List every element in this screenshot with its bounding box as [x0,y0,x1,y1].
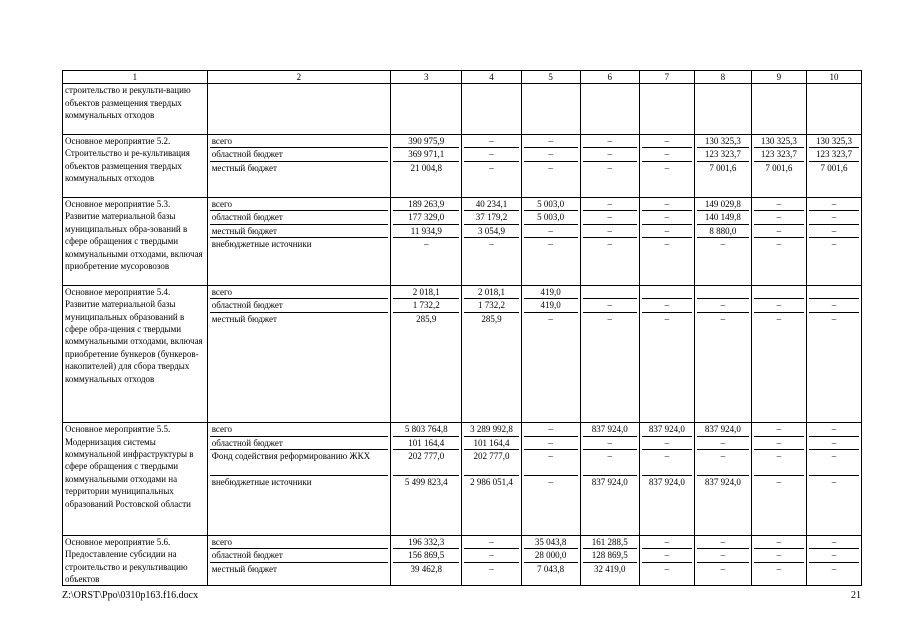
amount-value [809,286,859,298]
amount-value: 130 325,3 [704,136,741,146]
amount-value: – [831,536,837,547]
amount-cell-col-10 [806,198,861,286]
amount-value: 128 869,5 [583,548,637,561]
amount-cell-col-3 [391,535,462,586]
amount-value: 837 924,0 [642,475,692,488]
funding-source-label: внебюджетные источники [210,475,388,488]
amount-value: – [642,147,692,160]
amount-value: 5 003,0 [524,210,578,223]
amount-cell-col-9 [751,423,806,536]
amount-value: – [642,562,692,575]
amount-value: 40 234,1 [475,199,508,209]
amount-value: 39 462,8 [393,562,459,575]
amount-value: – [697,449,749,475]
amount-cell-col-3 [391,135,462,198]
amount-value: 837 924,0 [648,424,685,435]
amount-value: – [548,136,553,146]
amount-value: – [583,298,637,311]
footer-file-path: Z:\ORST\Ppo\0310p163.f16.docx [62,590,199,601]
amount-value: – [524,449,578,475]
funding-source-label: местный бюджет [210,312,388,325]
amount-value: – [809,312,859,325]
amount-value: 130 325,3 [815,136,852,146]
amount-value: – [524,147,578,160]
amount-value: 5 803 764,8 [404,424,448,435]
amount-cell-col-6 [580,423,639,536]
amount-value: 2 018,1 [478,286,506,297]
amount-value: – [642,298,692,311]
amount-value: 1 732,2 [464,298,518,311]
amount-value: 140 149,8 [697,210,749,223]
amount-cell-col-7 [639,423,694,536]
funding-source-cell [207,198,390,286]
amount-value: – [464,161,518,174]
amount-value: 28 000,0 [524,548,578,561]
amount-value: – [664,136,670,146]
amount-value: – [697,562,749,575]
activity-name: Основное мероприятие 5.5. Модернизация системы коммунальной инфраструктуры в сфере обращения с твердыми коммунальными отходами на территории муниципальных образований Ростовской области [63,423,208,536]
activity-name: строительство и рекульти-вацию объектов размещения твердых коммунальных отходов [63,84,208,135]
amount-value: – [697,312,749,325]
amount-value: 123 323,7 [809,147,859,160]
amount-value: – [524,312,578,325]
funding-source-label: всего [211,424,232,435]
amount-value: – [642,312,692,325]
amount-value: – [464,562,518,575]
amount-value: – [583,436,637,449]
amount-value: – [754,436,804,449]
amount-cell-col-5 [521,535,580,586]
amount-cell-col-5 [521,198,580,286]
amount-value: 32 419,0 [583,562,637,575]
table-row [63,285,862,422]
funding-source-cell [207,423,390,536]
amount-value: 130 325,3 [760,136,797,146]
table-row [63,135,862,198]
amount-value: – [642,436,692,449]
amount-cell-col-3 [391,84,462,135]
amount-cell-col-6 [580,198,639,286]
amount-value: 837 924,0 [704,424,741,435]
amount-cell-col-10 [806,423,861,536]
amount-value: – [809,548,859,561]
amount-value [583,286,637,298]
amount-value: – [720,536,726,547]
amount-cell-col-5 [521,84,580,135]
funding-source-label: областной бюджет [210,147,388,160]
amount-value: – [697,548,749,561]
amount-cell-col-10 [806,535,861,586]
amount-value: 11 934,9 [393,224,459,237]
column-header-1: 1 [63,71,208,84]
amount-cell-col-6 [580,84,639,135]
column-header-10: 10 [806,71,861,84]
amount-value: 156 869,5 [393,548,459,561]
amount-cell-col-5 [521,285,580,422]
amount-value: 202 777,0 [393,449,459,475]
column-header-6: 6 [580,71,639,84]
amount-value: – [393,237,459,250]
amount-value: – [642,224,692,237]
funding-source-label: местный бюджет [210,161,388,174]
amount-value: 8 880,0 [697,224,749,237]
amount-value: 285,9 [464,312,518,325]
table-row [63,198,862,286]
amount-value: 35 043,8 [534,536,567,547]
amount-value: – [524,475,578,488]
amount-value [754,286,804,298]
amount-value: 123 323,7 [697,147,749,160]
amount-value: – [642,548,692,561]
amount-value: – [809,562,859,575]
amount-cell-col-4 [462,285,521,422]
amount-value: – [809,210,859,223]
amount-value: 202 777,0 [464,449,518,475]
amount-value: 161 288,5 [591,536,628,547]
amount-value: – [583,210,637,223]
amount-value: – [607,199,612,209]
amount-cell-col-10 [806,285,861,422]
funding-source-label: всего [211,536,232,547]
amount-value: – [664,536,670,547]
funding-source-label: областной бюджет [210,298,388,311]
amount-value: 7 043,8 [524,562,578,575]
amount-value: 2 018,1 [412,286,440,297]
amount-value: – [642,210,692,223]
amount-value: – [583,147,637,160]
amount-value: – [754,449,804,475]
amount-value: – [831,424,837,435]
table-row [63,423,862,536]
amount-value: – [809,237,859,250]
funding-source-label: местный бюджет [210,224,388,237]
activity-name: Основное мероприятие 5.3. Развитие материальной базы муниципальных обра-зований в сфере обращения с твердыми коммунальными отходами, включая приобретение мусоровозов [63,198,208,286]
amount-value: 1 732,2 [393,298,459,311]
funding-source-label: местный бюджет [210,562,388,575]
amount-value: – [583,161,637,174]
column-header-2: 2 [207,71,390,84]
funding-source-cell [207,535,390,586]
amount-value: – [489,136,494,146]
table-row [63,84,862,135]
amount-value: – [642,449,692,475]
amount-value: – [754,562,804,575]
amount-value: – [776,199,782,209]
amount-value: – [697,436,749,449]
activity-name: Основное мероприятие 5.6. Предоставление субсидии на строительство и рекультивацию объектов [63,535,208,586]
amount-value: 21 004,8 [393,161,459,174]
amount-cell-col-4 [462,535,521,586]
amount-value: 196 332,3 [408,536,445,547]
funding-source-label: областной бюджет [210,210,388,223]
amount-cell-col-10 [806,84,861,135]
amount-value: – [754,548,804,561]
amount-value: – [697,237,749,250]
amount-value: – [642,237,692,250]
amount-value: 37 179,2 [464,210,518,223]
amount-value: 189 263,9 [408,199,445,209]
amount-cell-col-6 [580,135,639,198]
amount-value: – [583,224,637,237]
amount-value: 5 499 823,4 [393,475,459,488]
amount-value: 837 924,0 [697,475,749,488]
amount-value: 123 323,7 [754,147,804,160]
amount-value: 149 029,8 [704,199,741,209]
funding-source-label: всего [211,199,232,209]
amount-cell-col-7 [639,535,694,586]
amount-cell-col-5 [521,135,580,198]
amount-value: 285,9 [393,312,459,325]
amount-value: – [776,424,782,435]
activity-name: Основное мероприятие 5.2. Строительство и ре-культивация объектов размещения твердых коммунальных отходов [63,135,208,198]
amount-value: 7 001,6 [754,161,804,174]
table-body [63,84,862,586]
amount-cell-col-4 [462,135,521,198]
amount-value: – [809,449,859,475]
amount-value: – [754,475,804,488]
amount-value: 101 164,4 [464,436,518,449]
amount-cell-col-4 [462,423,521,536]
amount-cell-col-8 [694,423,751,536]
column-header-5: 5 [521,71,580,84]
amount-value: – [489,536,494,547]
activity-name: Основное мероприятие 5.4. Развитие материальной базы муниципальных образований в сфере обра-щения с твердыми коммунальными отходами, включая приобретение бункеров (бункеров-накопителей) для сбора твердых коммунальных отходов [63,285,208,422]
amount-value: 177 329,0 [393,210,459,223]
amount-value [642,286,692,298]
amount-value: – [548,424,553,435]
budget-table [62,70,862,586]
amount-cell-col-9 [751,535,806,586]
amount-value: – [697,298,749,311]
amount-value: – [524,161,578,174]
amount-value: 419,0 [524,298,578,311]
amount-value: – [664,199,670,209]
amount-cell-col-9 [751,198,806,286]
amount-cell-col-4 [462,198,521,286]
amount-cell-col-8 [694,535,751,586]
amount-cell-col-7 [639,198,694,286]
amount-value: – [583,449,637,475]
amount-value: 369 971,1 [393,147,459,160]
funding-source-label: Фонд содействия реформированию ЖКХ [210,449,388,475]
amount-cell-col-3 [391,285,462,422]
amount-value: – [754,237,804,250]
amount-value: 837 924,0 [591,424,628,435]
amount-value: – [809,475,859,488]
amount-cell-col-7 [639,84,694,135]
amount-value [697,286,749,298]
amount-value: – [809,436,859,449]
amount-value: – [464,548,518,561]
funding-source-cell [207,135,390,198]
amount-cell-col-10 [806,135,861,198]
amount-value: 3 289 992,8 [470,424,513,435]
column-header-9: 9 [751,71,806,84]
amount-value: – [583,237,637,250]
amount-cell-col-8 [694,84,751,135]
amount-value: – [607,136,612,146]
amount-cell-col-9 [751,135,806,198]
amount-value: – [809,224,859,237]
amount-value: 7 001,6 [697,161,749,174]
column-header-8: 8 [694,71,751,84]
amount-value: – [809,298,859,311]
funding-source-cell [207,285,390,422]
amount-value: – [524,224,578,237]
amount-cell-col-9 [751,84,806,135]
amount-value: – [464,237,518,250]
amount-value: – [754,312,804,325]
amount-cell-col-8 [694,198,751,286]
amount-cell-col-3 [391,423,462,536]
amount-value: 2 986 051,4 [464,475,518,488]
amount-cell-col-3 [391,198,462,286]
amount-cell-col-8 [694,285,751,422]
amount-cell-col-9 [751,285,806,422]
amount-value: – [464,147,518,160]
amount-cell-col-6 [580,535,639,586]
amount-cell-col-4 [462,84,521,135]
funding-source-label: областной бюджет [210,436,388,449]
column-header-4: 4 [462,71,521,84]
amount-value: 101 164,4 [393,436,459,449]
amount-value: 419,0 [540,286,561,297]
amount-value: – [831,199,837,209]
amount-value: – [776,536,782,547]
amount-cell-col-5 [521,423,580,536]
funding-source-label: областной бюджет [210,548,388,561]
funding-source-label: всего [211,286,232,297]
table-header-row [63,71,862,84]
amount-value: – [524,237,578,250]
amount-value: – [583,312,637,325]
amount-value: 5 003,0 [537,199,565,209]
amount-value: 3 054,9 [464,224,518,237]
column-header-7: 7 [639,71,694,84]
amount-value: – [754,298,804,311]
amount-value: 7 001,6 [809,161,859,174]
footer-page-number: 21 [851,590,861,601]
amount-value: 390 975,9 [408,136,445,146]
amount-cell-col-6 [580,285,639,422]
amount-value: 837 924,0 [583,475,637,488]
funding-source-cell [207,84,390,135]
amount-value: – [642,161,692,174]
table-row [63,535,862,586]
amount-value: – [754,224,804,237]
funding-source-label: всего [211,136,232,146]
amount-cell-col-7 [639,285,694,422]
column-header-3: 3 [391,71,462,84]
amount-cell-col-8 [694,135,751,198]
amount-value: – [754,210,804,223]
amount-value: – [524,436,578,449]
amount-cell-col-7 [639,135,694,198]
funding-source-label: внебюджетные источники [210,237,388,250]
